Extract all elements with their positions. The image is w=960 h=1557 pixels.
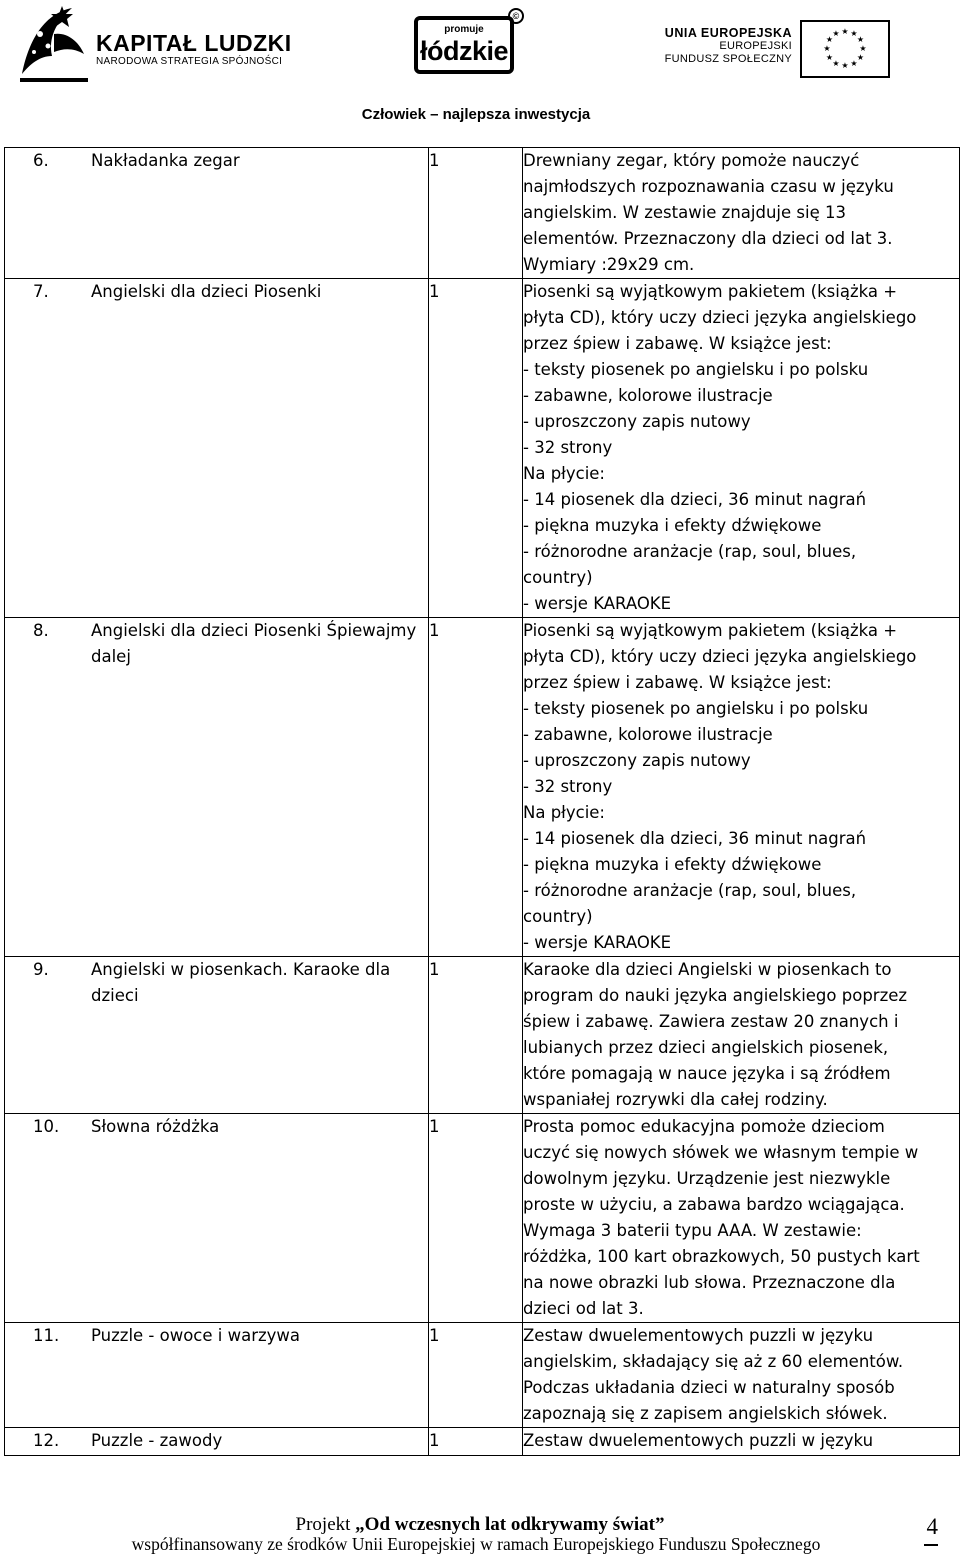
item-description — [523, 279, 960, 618]
description-line: Na płycie: — [523, 803, 605, 822]
description-line: - teksty piosenek po angielsku i po polsku — [523, 360, 869, 379]
description-line: - różnorodne aranżacje (rap, soul, blues, — [523, 881, 857, 900]
description-line: które pomagają w nauce języka i są źródłem — [523, 1064, 891, 1083]
description-line: zapoznają się z zapisem angielskich słówek. — [523, 1404, 888, 1423]
svg-text:★: ★ — [823, 44, 831, 53]
description-line: Na płycie: — [523, 464, 605, 483]
table-row — [5, 1323, 960, 1428]
items-table — [4, 147, 960, 1456]
item-quantity: 1 — [429, 618, 523, 957]
svg-text:★: ★ — [832, 59, 840, 68]
eu-flag-icon — [800, 20, 890, 78]
item-name: Angielski dla dzieci Piosenki Śpiewajmy dalej — [91, 621, 417, 666]
table-row — [5, 279, 960, 618]
promuje-lodzkie-logo — [412, 8, 530, 76]
description-line: dzieci od lat 3. — [523, 1299, 644, 1318]
description-line: dowolnym języku. Urządzenie jest niezwykle — [523, 1169, 891, 1188]
svg-text:★: ★ — [841, 61, 849, 70]
description-line: Podczas układania dzieci w naturalny sposób — [523, 1378, 895, 1397]
description-line: Piosenki są wyjątkowym pakietem (książka + — [523, 282, 898, 301]
description-line: śpiew i zabawę. Zawiera zestaw 20 znanych i — [523, 1012, 899, 1031]
description-line: - piękna muzyka i efekty dźwiękowe — [523, 516, 822, 535]
svg-text:★: ★ — [832, 29, 840, 38]
page-number-underline — [924, 1544, 938, 1546]
item-description — [523, 1323, 960, 1428]
item-number: 8. — [33, 621, 49, 640]
description-line: angielskim, składający się aż z 60 elementów. — [523, 1352, 904, 1371]
eu-social-fund-label: FUNDUSZ SPOŁECZNY — [664, 53, 792, 65]
item-description — [523, 1428, 960, 1456]
description-line: Zestaw dwuelementowych puzzli w języku — [523, 1431, 874, 1450]
footer-project-title: „Od wczesnych lat odkrywamy świat” — [355, 1514, 665, 1535]
description-line: - uproszczony zapis nutowy — [523, 751, 751, 770]
footer-project-prefix: Projekt — [295, 1514, 356, 1535]
table-row — [5, 1114, 960, 1323]
svg-text:★: ★ — [859, 44, 867, 53]
item-number: 11. — [33, 1326, 60, 1345]
item-number: 7. — [33, 282, 49, 301]
description-line: przez śpiew i zabawę. W książce jest: — [523, 673, 832, 692]
description-line: - 14 piosenek dla dzieci, 36 minut nagrań — [523, 829, 867, 848]
item-description — [523, 148, 960, 279]
table-row — [5, 148, 960, 279]
item-number: 12. — [33, 1431, 60, 1450]
item-name: Angielski w piosenkach. Karaoke dla dzieci — [91, 960, 391, 1005]
item-name-cell — [5, 1323, 429, 1428]
description-line: najmłodszych rozpoznawania czasu w języku — [523, 177, 894, 196]
item-name: Puzzle - zawody — [91, 1431, 223, 1450]
item-quantity: 1 — [429, 1114, 523, 1323]
description-line: - zabawne, kolorowe ilustracje — [523, 725, 773, 744]
page-footer — [0, 1512, 960, 1557]
description-line: wspaniałej rozrywki dla całej rodziny. — [523, 1090, 828, 1109]
svg-text:★: ★ — [856, 35, 865, 44]
description-line: Karaoke dla dzieci Angielski w piosenkach to — [523, 960, 892, 979]
item-name-cell — [5, 279, 429, 618]
item-name: Angielski dla dzieci Piosenki — [91, 282, 322, 301]
description-line: różdżka, 100 kart obrazkowych, 50 pustych kart — [523, 1247, 920, 1266]
description-line: na nowe obrazki lub słowa. Przeznaczone dla — [523, 1273, 896, 1292]
description-line: country) — [523, 907, 593, 926]
item-name: Słowna różdżka — [91, 1117, 220, 1136]
footer-cofinancing-line: współfinansowany ze środków Unii Europejskiej w ramach Europejskiego Funduszu Społecznego — [131, 1534, 821, 1554]
svg-text:★: ★ — [841, 27, 849, 36]
item-quantity: 1 — [429, 957, 523, 1114]
eu-logo-text — [665, 26, 792, 66]
table-row — [5, 957, 960, 1114]
item-name-cell — [5, 148, 429, 279]
eu-union-label: UNIA EUROPEJSKA — [664, 26, 792, 40]
item-description — [523, 957, 960, 1114]
item-name: Puzzle - owoce i warzywa — [91, 1326, 301, 1345]
kapital-ludzki-title: KAPITAŁ LUDZKI — [96, 30, 292, 56]
eu-european-label: EUROPEJSKI — [719, 40, 792, 52]
description-line: uczyć się nowych słówek we własnym tempie w — [523, 1143, 919, 1162]
description-line: Wymiary :29x29 cm. — [523, 255, 695, 274]
description-line: Piosenki są wyjątkowym pakietem (książka + — [523, 621, 898, 640]
description-line: country) — [523, 568, 593, 587]
motto: Człowiek – najlepsza inwestycja — [361, 106, 591, 123]
item-name-cell — [5, 618, 429, 957]
table-row — [5, 1428, 960, 1456]
description-line: - różnorodne aranżacje (rap, soul, blues, — [523, 542, 857, 561]
registered-mark: © — [508, 8, 524, 24]
item-name-cell — [5, 1428, 429, 1456]
eu-stars-icon — [802, 22, 888, 76]
description-line: - uproszczony zapis nutowy — [523, 412, 751, 431]
item-number: 9. — [33, 960, 49, 979]
description-line: proste w użyciu, a zabawa bardzo wciągająca. — [523, 1195, 905, 1214]
description-line: - 32 strony — [523, 438, 613, 457]
description-line: - wersje KARAOKE — [523, 594, 672, 613]
description-line: Drewniany zegar, który pomoże nauczyć — [523, 151, 860, 170]
kapital-ludzki-logo — [18, 4, 318, 84]
description-line: - 14 piosenek dla dzieci, 36 minut nagrań — [523, 490, 867, 509]
item-quantity: 1 — [429, 148, 523, 279]
table-row — [5, 618, 960, 957]
lodzkie-big-text: łódzkie — [419, 36, 509, 66]
kapital-ludzki-emblem-icon — [18, 4, 90, 84]
description-line: Wymaga 3 baterii typu AAA. W zestawie: — [523, 1221, 862, 1240]
item-name: Nakładanka zegar — [91, 151, 240, 170]
item-quantity: 1 — [429, 1428, 523, 1456]
footer-project-line — [0, 1514, 960, 1536]
lodzkie-small-text: promuje — [444, 24, 484, 35]
item-name-cell — [5, 957, 429, 1114]
svg-text:★: ★ — [825, 53, 834, 62]
item-number: 10. — [33, 1117, 60, 1136]
item-quantity: 1 — [429, 279, 523, 618]
description-line: angielskim. W zestawie znajduje się 13 — [523, 203, 846, 222]
svg-text:★: ★ — [850, 29, 858, 38]
item-number: 6. — [33, 151, 49, 170]
description-line: elementów. Przeznaczony dla dzieci od lat 3. — [523, 229, 893, 248]
eu-logo — [664, 20, 890, 80]
description-line: - piękna muzyka i efekty dźwiękowe — [523, 855, 822, 874]
kapital-ludzki-subtitle: NARODOWA STRATEGIA SPÓJNOŚCI — [96, 56, 283, 67]
page-header — [0, 0, 960, 135]
description-line: - zabawne, kolorowe ilustracje — [523, 386, 773, 405]
item-description — [523, 1114, 960, 1323]
svg-text:★: ★ — [825, 35, 834, 44]
item-description — [523, 618, 960, 957]
description-line: płyta CD), który uczy dzieci języka angielskiego — [523, 308, 917, 327]
svg-text:★: ★ — [850, 59, 858, 68]
description-line: program do nauki języka angielskiego poprzez — [523, 986, 908, 1005]
lodzkie-logo-frame — [414, 16, 514, 74]
description-line: - wersje KARAOKE — [523, 933, 672, 952]
svg-text:★: ★ — [856, 53, 865, 62]
page-number: 4 — [926, 1514, 938, 1539]
description-line: Zestaw dwuelementowych puzzli w języku — [523, 1326, 874, 1345]
item-quantity: 1 — [429, 1323, 523, 1428]
description-line: - 32 strony — [523, 777, 613, 796]
description-line: płyta CD), który uczy dzieci języka angielskiego — [523, 647, 917, 666]
description-line: przez śpiew i zabawę. W książce jest: — [523, 334, 832, 353]
item-name-cell — [5, 1114, 429, 1323]
description-line: - teksty piosenek po angielsku i po polsku — [523, 699, 869, 718]
description-line: Prosta pomoc edukacyjna pomoże dzieciom — [523, 1117, 885, 1136]
description-line: lubianych przez dzieci angielskich piosenek, — [523, 1038, 889, 1057]
